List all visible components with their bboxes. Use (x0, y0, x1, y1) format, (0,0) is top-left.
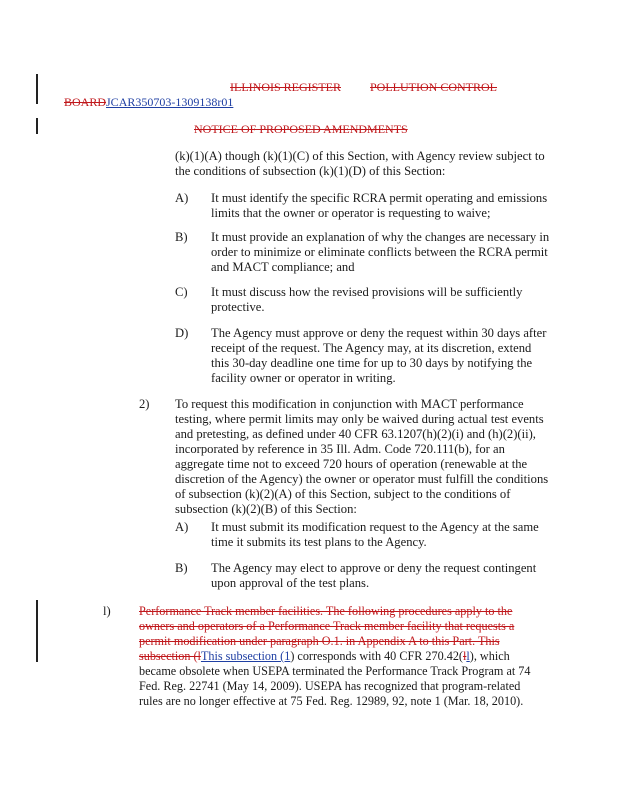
text-line: receipt of the request. The Agency may, at its discretion, extend (211, 341, 532, 355)
item-k1a-text (211, 191, 551, 221)
header-board-line (64, 95, 233, 110)
item-k2a-text (211, 520, 551, 550)
text-line: To request this modification in conjunction with MACT performance (175, 397, 524, 411)
text-line: incorporated by reference in 35 Ill. Adm. Code 720.111(b), for an (175, 442, 505, 456)
item-2-text (175, 397, 555, 517)
text-line: this 30-day deadline one time for up to 30 days by notifying the (211, 356, 533, 370)
mixed-line (139, 649, 539, 664)
text-line: limits that the owner or operator is requesting to waive; (211, 206, 491, 220)
item-2-label: 2) (139, 397, 150, 411)
text-line: It must provide an explanation of why the changes are necessary in (211, 230, 550, 244)
item-k1c-label: C) (175, 285, 188, 299)
item-k2b-label: B) (175, 561, 188, 575)
item-k1a-label: A) (175, 191, 189, 205)
item-k1d-text (211, 326, 551, 386)
item-k2b-text (211, 561, 551, 591)
text-line: of subsection (k)(2)(A) of this Section, subject to the conditions of (175, 487, 511, 501)
text-line: and pretesting, as defined under 40 CFR 63.1207(h)(2)(i) and (h)(2)(ii), (175, 427, 536, 441)
text-line: and MACT compliance; and (211, 260, 355, 274)
header-file-id: JCAR350703-1309138r01 (106, 95, 234, 109)
intro-line-2: the conditions of subsection (k)(1)(D) of this Section: (175, 164, 446, 178)
text-line: It must discuss how the revised provisions will be sufficiently (211, 285, 523, 299)
text-line: upon approval of the test plans. (211, 576, 370, 590)
inserted-text: This subsection (1 (200, 649, 291, 663)
intro-line-1: (k)(1)(A) though (k)(1)(C) of this Section, with Agency review subject to (175, 149, 545, 163)
text-line: aggregate time not to exceed 720 hours of operation (renewable at the (175, 457, 528, 471)
change-bar-top (36, 74, 38, 104)
text-line: discretion of the Agency) the owner or operator must fulfill the conditions (175, 472, 549, 486)
plain-text: ) corresponds with 40 CFR 270.42( (290, 649, 463, 663)
deleted-line: Performance Track member facilities. The following procedures apply to the (139, 604, 513, 618)
deleted-text: subsection (l (139, 649, 201, 663)
text-line: The Agency must approve or deny the request within 30 days after (211, 326, 547, 340)
item-k2a-label: A) (175, 520, 189, 534)
text-line: rules are no longer effective at 75 Fed. Reg. 12989, 92, note 1 (Mar. 18, 2010). (139, 694, 524, 708)
item-k1d-label: D) (175, 326, 189, 340)
header-board-part1: POLLUTION CONTROL (370, 80, 497, 94)
plain-text: ), which (469, 649, 510, 663)
text-line: order to minimize or eliminate conflicts between the RCRA permit (211, 245, 548, 259)
header-register: ILLINOIS REGISTER (230, 80, 341, 94)
text-line: time it submits its test plans to the Agency. (211, 535, 427, 549)
text-line: facility owner or operator in writing. (211, 371, 396, 385)
text-line: subsection (k)(2)(B) of this Section: (175, 502, 357, 516)
deleted-line: owners and operators of a Performance Track member facility that requests a (139, 619, 515, 633)
deleted-line: permit modification under paragraph O.1. in Appendix A to this Part. This (139, 634, 500, 648)
inserted-text: l (466, 649, 470, 663)
text-line: protective. (211, 300, 265, 314)
text-line: became obsolete when USEPA terminated the Performance Track Program at 74 (139, 664, 531, 678)
header-board-part2: BOARD (64, 95, 107, 109)
deleted-text: l (462, 649, 467, 663)
item-l-label: l) (103, 604, 111, 618)
change-bar-bottom (36, 600, 38, 662)
plain-text: Fed. Reg. 22741 (May 14, 2009). (139, 679, 302, 693)
plain-text: USEPA has recognized that program-related (301, 679, 521, 693)
item-k1b-label: B) (175, 230, 188, 244)
text-line: It must identify the specific RCRA permit operating and emissions (211, 191, 548, 205)
text-line: The Agency may elect to approve or deny the request contingent (211, 561, 537, 575)
item-k1b-text (211, 230, 551, 275)
text-line: It must submit its modification request to the Agency at the same (211, 520, 539, 534)
notice-heading: NOTICE OF PROPOSED AMENDMENTS (194, 122, 408, 136)
text-line: testing, where permit limits may only be waived during actual test events (175, 412, 544, 426)
item-k1c-text (211, 285, 551, 315)
text-line (139, 679, 539, 694)
change-bar-mid (36, 118, 38, 134)
item-l-text (139, 604, 539, 709)
